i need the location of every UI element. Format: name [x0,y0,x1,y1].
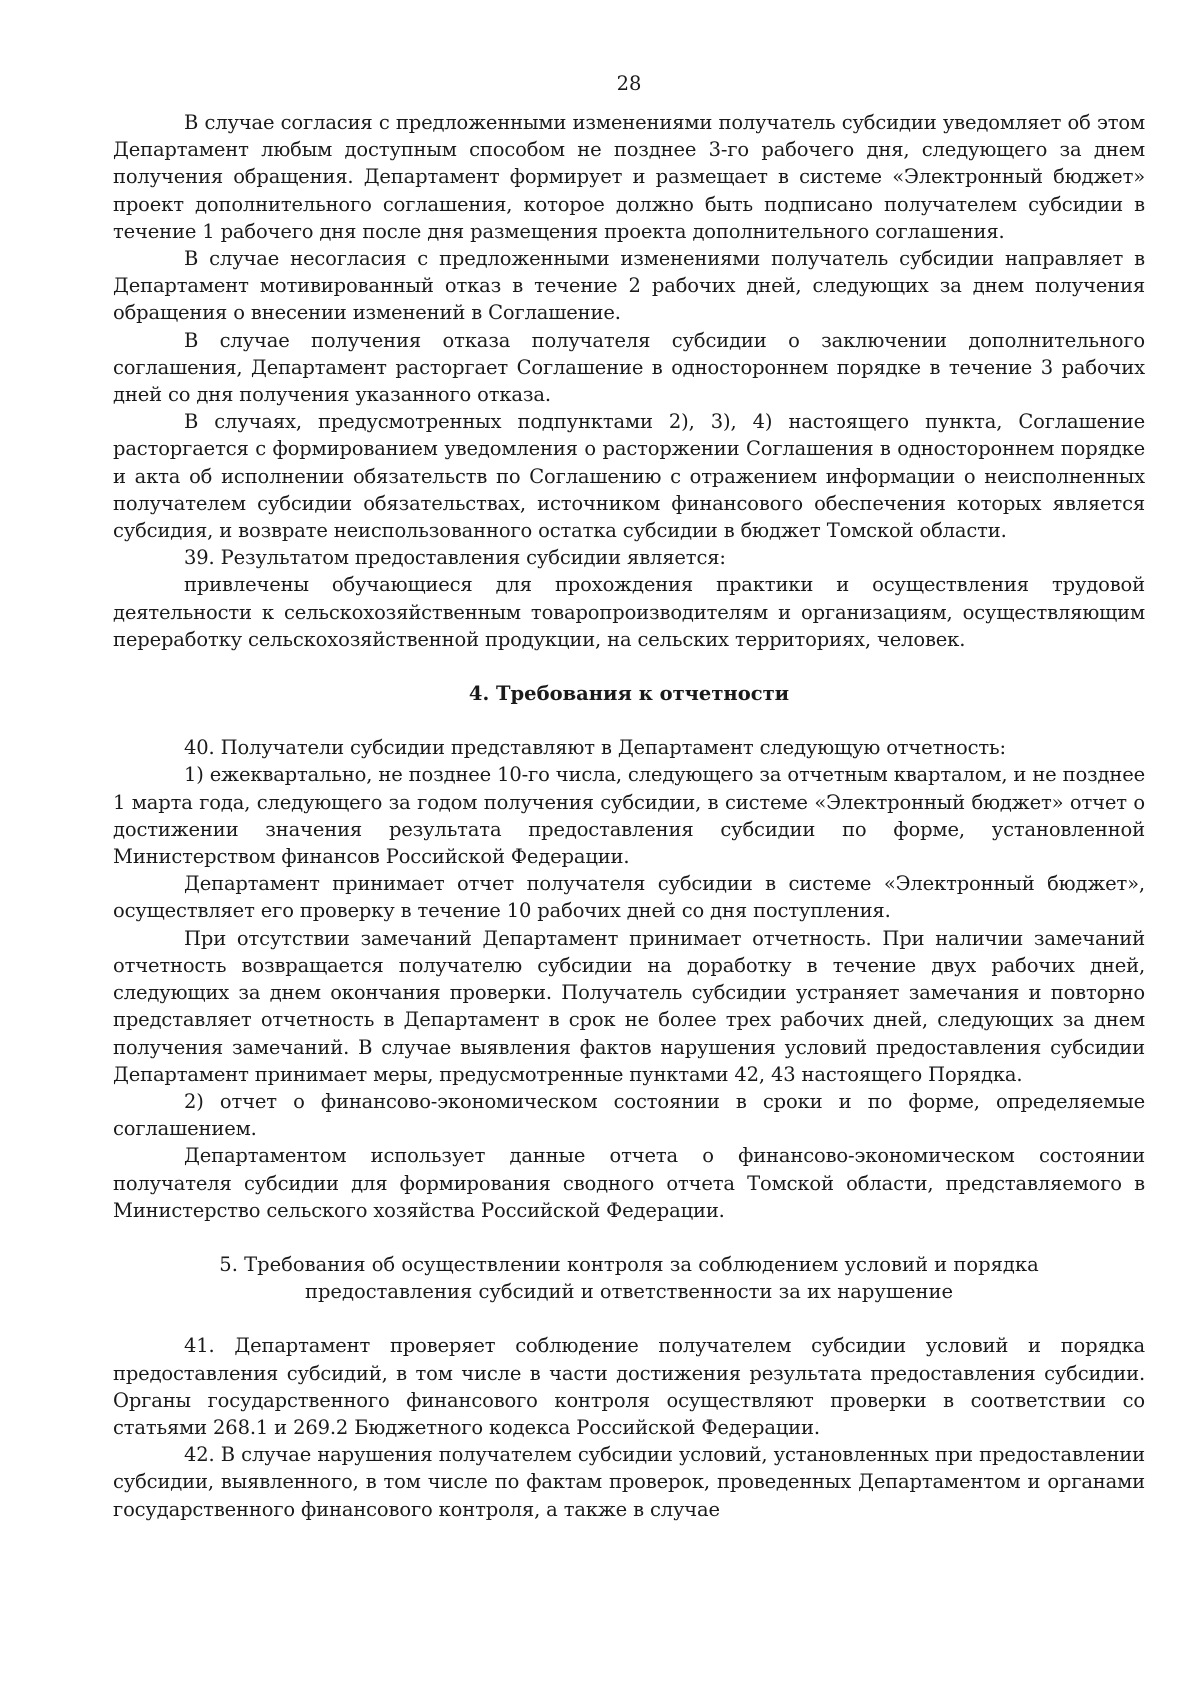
paragraph-result-description: привлечены обучающиеся для прохождения практики и осуществления трудовой деятельности к сельскохозяйственным товаропроизводителям и организациям, осуществляющим переработку сельскохозяйственной продукции, на сельских территориях, человек. [113,573,1145,651]
paragraph-agreement-refusal: В случае несогласия с предложенными изменениями получатель субсидии направляет в Департамент мотивированный отказ в течение 2 рабочих дней, следующих за днем получения обращения о внесении изменений в Соглашение. [113,247,1145,325]
section-5-heading [113,1251,1145,1305]
paragraph-agreement-termination: В случае получения отказа получателя субсидии о заключении дополнительного соглашения, Департамент расторгает Соглашение в одностороннем порядке в течение 3 рабочих дней со дня получения указанного отказа. [113,328,1145,407]
section-4-heading: 4. Требования к отчетности [468,682,790,706]
paragraph-41-control: 41. Департамент проверяет соблюдение получателем субсидии условий и порядка предоставления субсидий, в том числе в части достижения результата предоставления субсидии. Органы государственного финансового контроля осуществляют проверки в соответствии со статьями 268.1 и 269.2 Бюджетного кодекса Российской Федерации. [113,1334,1145,1439]
paragraph-40-item-2: 2) отчет о финансово-экономическом состоянии в сроки и по форме, определяемые соглашением. [113,1089,1145,1141]
paragraph-termination-cases: В случаях, предусмотренных подпунктами 2), 3), 4) настоящего пункта, Соглашение расторгается с формированием уведомления о расторжении Соглашения в одностороннем порядке и акта об исполнении обязательств по Соглашению с отражением информации о неисполненных получателем субсидии обязательствах, источником финансового обеспечения которых является субсидия, и возврате неиспользованного остатка субсидии в бюджет Томской области. [113,410,1145,543]
section-5-heading-line-1: 5. Требования об осуществлении контроля за соблюдением условий и порядка [219,1252,1039,1276]
paragraph-40-reporting: 40. Получатели субсидии представляют в Департамент следующую отчетность: [184,736,1006,760]
paragraph-report-acceptance: Департамент принимает отчет получателя субсидии в системе «Электронный бюджет», осуществляет его проверку в течение 10 рабочих дней со дня поступления. [113,872,1145,923]
paragraph-report-remarks: При отсутствии замечаний Департамент принимает отчетность. При наличии замечаний отчетность возвращается получателю субсидии на доработку в течение двух рабочих дней, следующих за днем окончания проверки. Получатель субсидии устраняет замечания и повторно представляет отчетность в Департамент в срок не более трех рабочих дней, следующих за днем получения замечаний. В случае выявления фактов нарушения условий предоставления субсидии Департамент принимает меры, предусмотренные пунктами 42, 43 настоящего Порядка. [113,926,1145,1086]
page-number: 28 [616,72,642,95]
paragraph-financial-report-use: Департаментом использует данные отчета о финансово-экономическом состоянии получателя субсидии для формирования сводного отчета Томской области, представляемого в Министерство сельского хозяйства Российской Федерации. [113,1144,1145,1222]
document-page [113,70,1145,1523]
paragraph-agreement-consent: В случае согласия с предложенными изменениями получатель субсидии уведомляет об этом Департамент любым доступным способом не позднее 3-го рабочего дня, следующего за днем получения обращения. Департамент формирует и размещает в системе «Электронный бюджет» проект дополнительного соглашения, которое должно быть подписано получателем субсидии в течение 1 рабочего дня после дня размещения проекта дополнительного соглашения. [113,111,1145,243]
paragraph-39-result: 39. Результатом предоставления субсидии является: [184,546,726,570]
paragraph-40-item-1: 1) ежеквартально, не позднее 10-го числа, следующего за отчетным кварталом, и не позднее 1 марта года, следующего за годом получения субсидии, в системе «Электронный бюджет» отчет о достижении значения результата предоставления субсидии по форме, установленной Министерством финансов Российской Федерации. [113,763,1146,869]
paragraph-42-violation: 42. В случае нарушения получателем субсидии условий, установленных при предоставлении субсидии, выявленного, в том числе по фактам проверок, проведенных Департаментом и органами государственного финансового контроля, а также в случае [113,1443,1145,1521]
section-5-heading-line-2: предоставления субсидий и ответственности за их нарушение [304,1280,954,1304]
